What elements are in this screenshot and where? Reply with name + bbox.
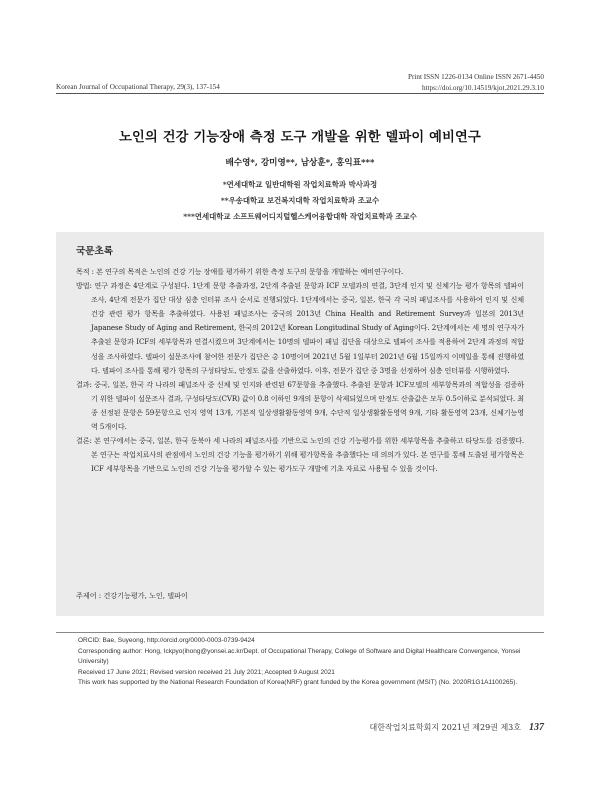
footnote-funding: This work has supported by the National Research Foundation of Korea(NRF) grant funded by the Korea government (MSIT) (No. 2020R1G1A1100265).	[78, 679, 518, 687]
footnote-divider	[56, 632, 544, 633]
abstract-results: 결과: 중국, 일본, 한국 각 나라의 패널조사 중 신체 및 인지와 관련된 67문항을 추출했다. 추출된 문항과 ICF모델의 세부항목과의 적합성을 검증하기 위한 델파이 설문조사 결과, 구성타당도(CVR) 값이 0.8 이하인 9개의 문항이 삭제되었으며 안정도 산출값은 모두 0.5이하로 분석되었다. 최종 선정된 문항은 59문항으로 인지 영역 13개, 기본적 일상생활활동영역 9개, 수단적 일상생활활동영역 9개, 기타 활동영역 23개, 신체기능영역 5개이다.	[76, 379, 524, 432]
author-block	[0, 156, 600, 225]
footnote-corresponding: Corresponding author: Hong, Ickpyo(ihong@yonsei.ac.kr/Dept. of Occupational Therapy, College of Software and Digital Healthcare Convergence, Yonsei University)	[78, 647, 521, 666]
keywords: 주제어 : 건강기능평가, 노인, 델파이	[76, 591, 188, 600]
paper-title: 노인의 건강 기능장애 측정 도구 개발을 위한 델파이 예비연구	[119, 130, 481, 145]
abstract-body	[76, 265, 524, 476]
affiliation-1: *연세대학교 일반대학원 작업치료학과 박사과정	[222, 180, 378, 189]
footnotes	[78, 636, 542, 689]
author-list: 배수영*, 강미영**, 남상훈*, 홍익표***	[225, 158, 375, 168]
journal-issn-doi	[408, 72, 544, 94]
affiliation-2: **우송대학교 보건복지대학 작업치료학과 조교수	[220, 196, 380, 205]
footnote-orcid: ORCID: Bae, Suyeong, http://orcid.org/0000-0003-0739-9424	[78, 637, 255, 644]
footnote-received: Received 17 June 2021; Revised version received 21 July 2021; Accepted 9 August 2021	[78, 668, 335, 676]
page-footer	[370, 722, 544, 733]
abstract-conclusion: 결론: 본 연구에서는 중국, 일본, 한국 동북아 세 나라의 패널조사를 기반으로 노인의 건강 기능평가를 위한 세부항목을 추출하고 타당도를 검증했다. 본 연구는 작업치료사의 관점에서 노인의 건강 기능을 평가하기 위해 평가항목을 추출했다는 데 의의가 있다. 본 연구를 통해 도출된 평가항목은 ICF 세부항목을 기반으로 노인의 건강 기능을 평가할 수 있는 평가도구 개발에 기초 자료로 사용될 수 있을 것이다.	[76, 436, 524, 474]
abstract-purpose: 목적 : 본 연구의 목적은 노인의 건강 기능 장애를 평가하기 위한 측정 도구의 문항을 개발하는 예비연구이다.	[76, 267, 404, 276]
page-number: 137	[529, 722, 544, 733]
header-divider	[56, 93, 544, 94]
abstract-heading: 국문초록	[76, 246, 114, 257]
abstract-methods: 방법: 연구 과정은 4단계로 구성된다. 1단계 문항 추출과정, 2단계 추출된 문항과 ICF 모델과의 연결, 3단계 인지 및 신체기능 평가 항목의 델파이 조사, 4단계 전문가 집단 대상 심층 인터뷰 조사 순서로 진행되었다. 1단계에서는 중국, 일본, 한국 각 국의 패널조사를 사용하여 인지 및 신체 건강 관련 평가 항목을 추출하였다. 사용된 패널조사는 중국의 2013년 China Health and Retirement Survey과 일본의 2013년 Japanese Study of Aging and Retirement, 한국의 2012년 Korean Longitudinal Study of Aging이다. 2단계에서는 세 명의 연구자가 추출된 문항과 ICF의 세부항목과 연결시켰으며 3단계에서는 10명의 델파이 패널 집단을 대상으로 델파이 조사를 적용하여 2단계 과정의 적합성을 조사하였다. 델파이 설문조사에 참여한 전문가 집단은 총 10명이며 2021년 5월 1일부터 2021년 6월 15일까지 이메일을 통해 진행하였다. 델파이 조사를 통해 평가 항목의 구성타당도, 안정도 값을 산출하였다. 이후, 전문가 집단 중 3명을 선정하여 심층 인터뷰를 시행하였다.	[76, 281, 524, 375]
affiliation-3: ***연세대학교 소프트웨어디지털헬스케어융합대학 작업치료학과 조교수	[183, 212, 417, 221]
issn-line: Print ISSN 1226-0134 Online ISSN 2671-4450	[408, 73, 544, 81]
journal-citation: Korean Journal of Occupational Therapy, 29(3), 137-154	[56, 83, 220, 91]
doi-link[interactable]: https://doi.org/10.14519/kjot.2021.29.3.10	[421, 84, 544, 92]
footer-journal: 대한작업치료학회지 2021년 제29권 제3호	[369, 723, 521, 732]
